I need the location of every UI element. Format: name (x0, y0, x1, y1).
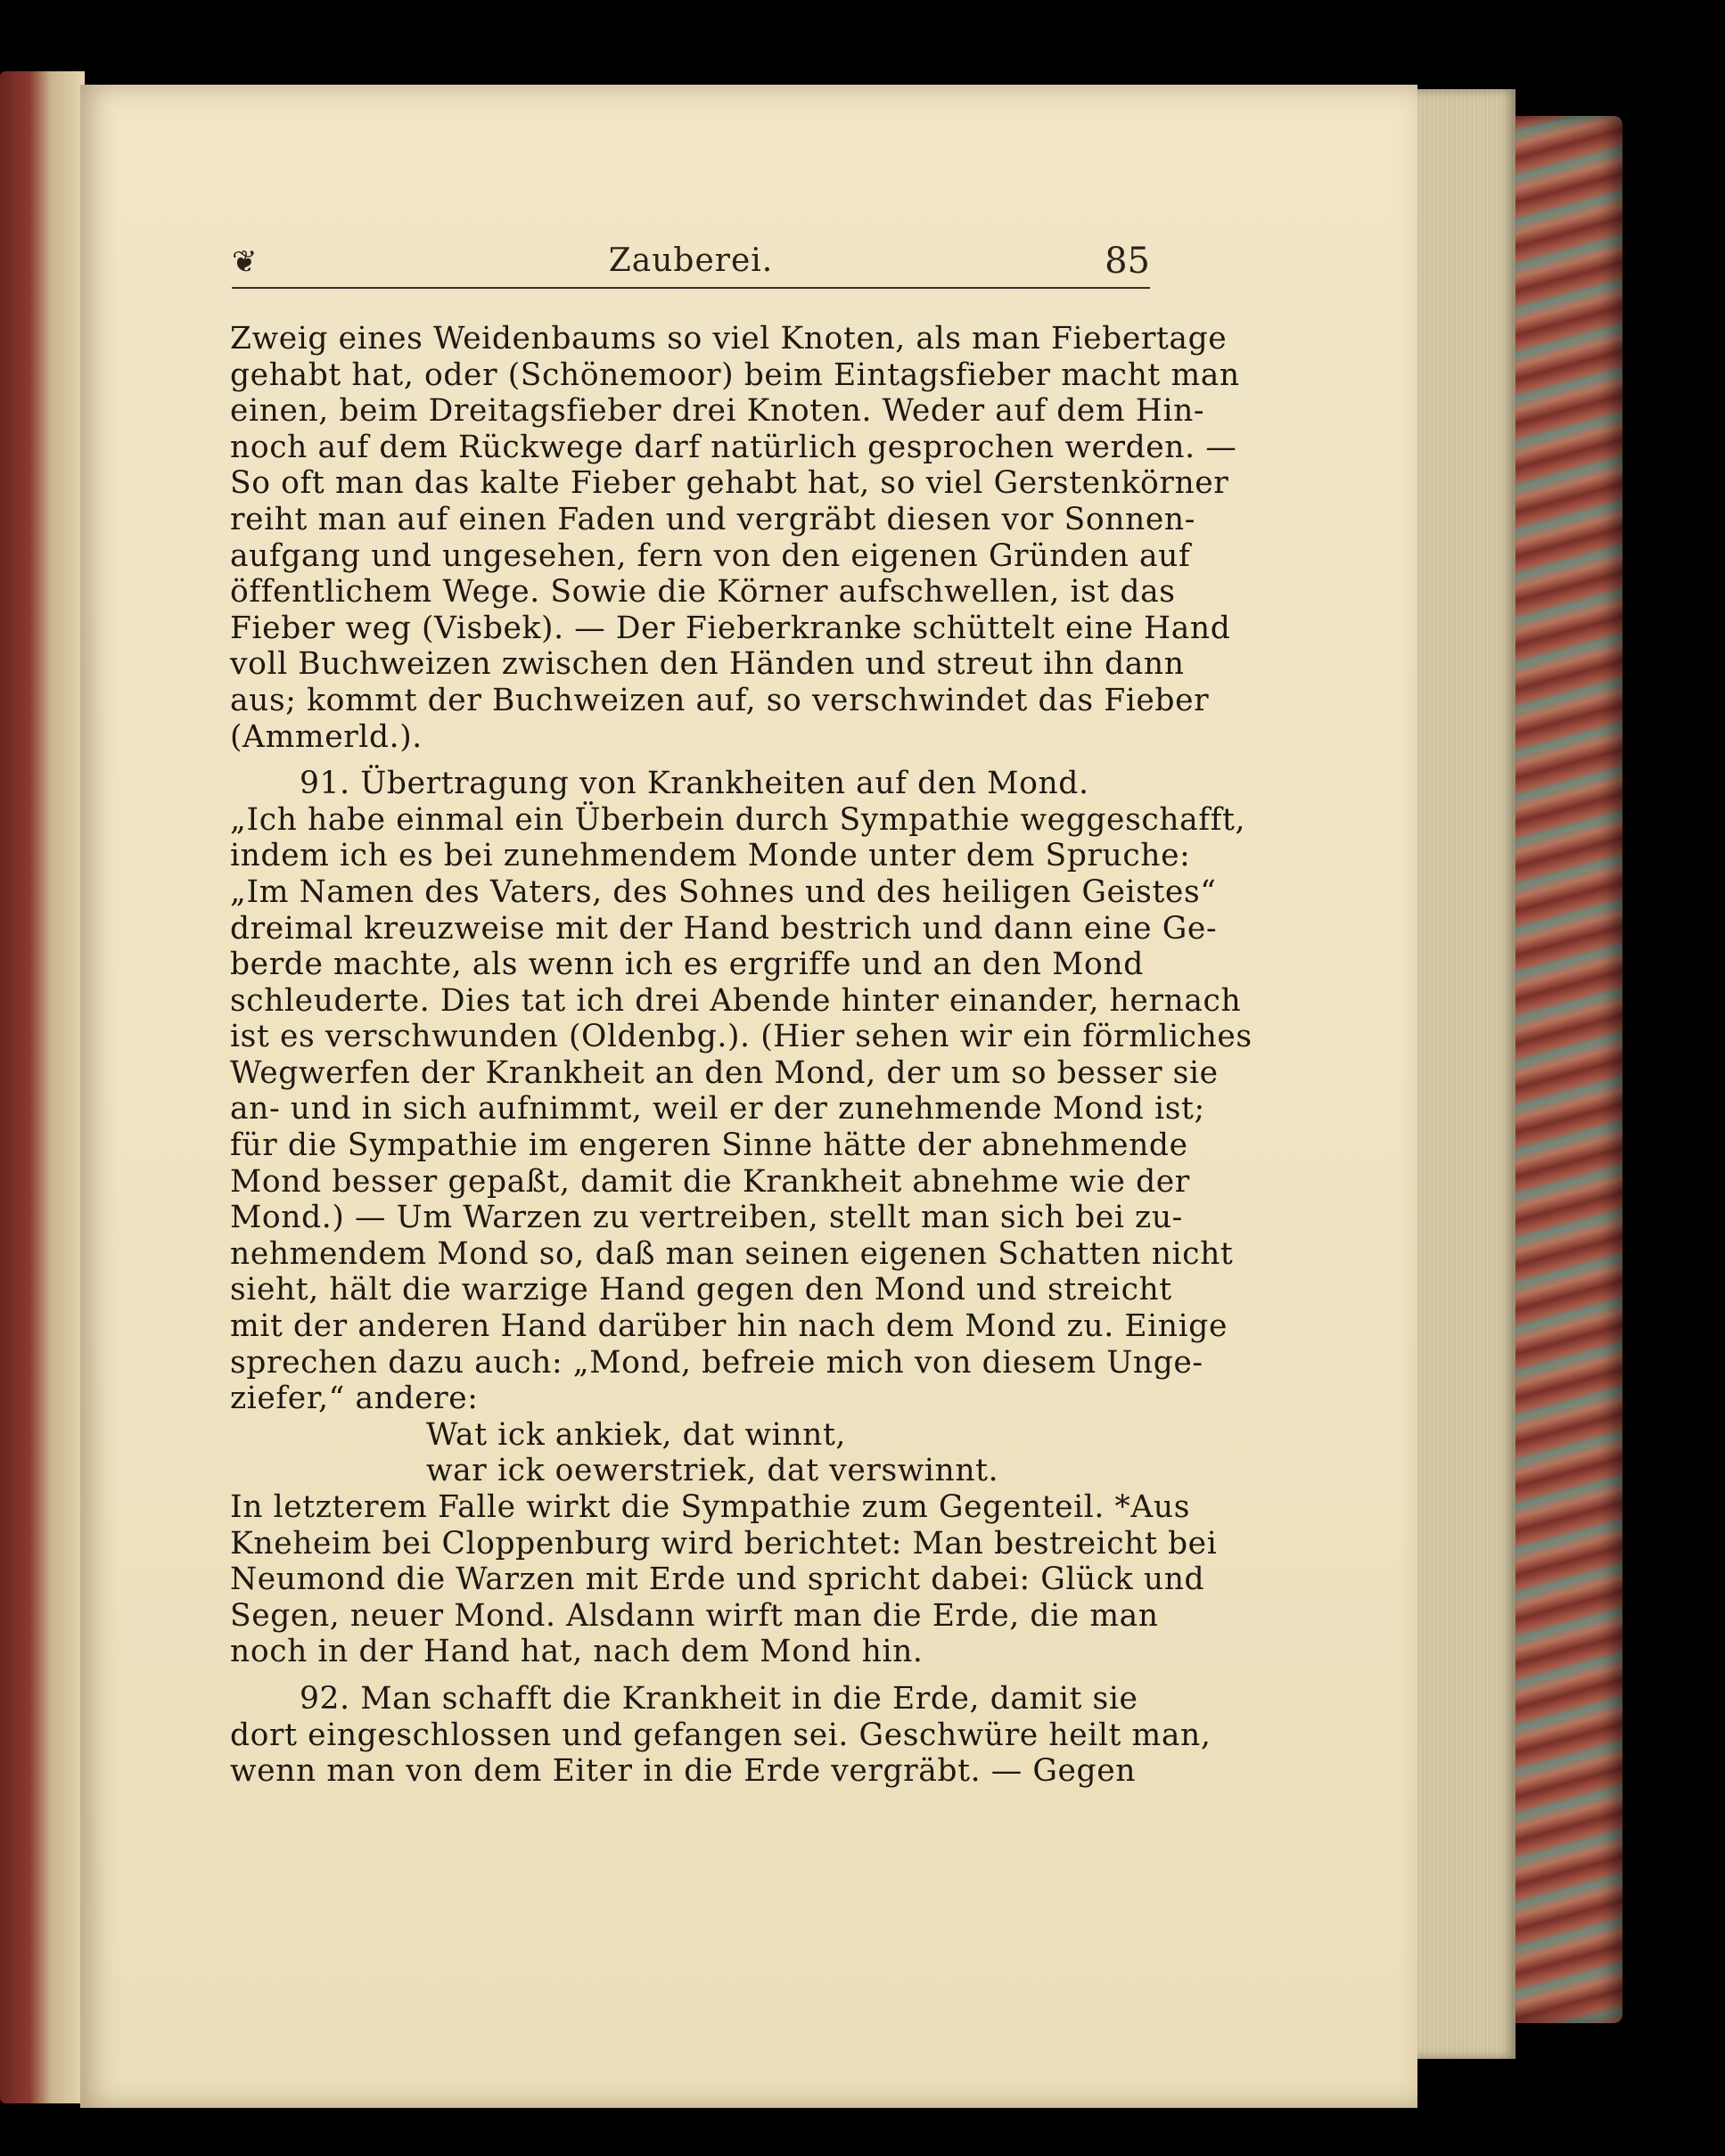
text-line: aus; kommt der Buchweizen auf, so verschwindet das Fieber (230, 682, 1210, 718)
running-title: Zauberei. (608, 242, 774, 279)
text-line: öffentlichem Wege. Sowie die Körner aufschwellen, ist das (230, 574, 1176, 611)
text-line: an- und in sich aufnimmt, weil er der zunehmende Mond ist; (230, 1091, 1205, 1127)
text-line: Mond besser gepaßt, damit die Krankheit abnehme wie der (230, 1163, 1190, 1200)
text-line: dreimal kreuzweise mit der Hand bestrich und dann eine Ge- (230, 910, 1218, 947)
verse-line: war ick oewerstriek, dat verswinnt. (426, 1453, 999, 1489)
text-line: So oft man das kalte Fieber gehabt hat, so viel Gerstenkörner (230, 465, 1229, 502)
page-header (232, 239, 1150, 285)
text-line: gehabt hat, oder (Schönemoor) beim Eintagsfieber macht man (230, 357, 1240, 393)
text-line: In letzterem Falle wirkt die Sympathie zum Gegenteil. *Aus (230, 1489, 1191, 1525)
text-line: „Im Namen des Vaters, des Sohnes und des heiligen Geistes“ (230, 873, 1217, 910)
section-heading-91: 91. Übertragung von Krankheiten auf den Mond. (300, 766, 1089, 802)
text-line: reiht man auf einen Faden und vergräbt diesen vor Sonnen- (230, 501, 1195, 537)
text-line: schleuderte. Dies tat ich drei Abende hinter einander, hernach (230, 982, 1242, 1019)
ornament-icon: ❦ (232, 244, 258, 280)
text-line: sieht, hält die warzige Hand gegen den Mond und streicht (230, 1272, 1172, 1308)
text-line: sprechen dazu auch: „Mond, befreie mich von diesem Unge- (230, 1344, 1203, 1381)
text-line: Fieber weg (Visbek). — Der Fieberkranke schüttelt eine Hand (230, 610, 1231, 646)
verse-line: Wat ick ankiek, dat winnt, (426, 1416, 846, 1453)
text-line: ziefer,“ andere: (230, 1381, 479, 1417)
text-line: Zweig eines Weidenbaums so viel Knoten, als man Fiebertage (230, 321, 1228, 357)
text-line: nehmendem Mond so, daß man seinen eigenen Schatten nicht (230, 1235, 1234, 1272)
text-line: Kneheim bei Cloppenburg wird berichtet: Man bestreicht bei (230, 1525, 1218, 1562)
body-text (230, 321, 1253, 1790)
page-number: 85 (1105, 241, 1150, 282)
text-line: „Ich habe einmal ein Überbein durch Sympathie weggeschafft, (230, 801, 1246, 838)
text-line: berde machte, als wenn ich es ergriffe und an den Mond (230, 947, 1144, 983)
text-line: für die Sympathie im engeren Sinne hätte der abnehmende (230, 1127, 1188, 1164)
text-line: Neumond die Warzen mit Erde und spricht dabei: Glück und (230, 1562, 1205, 1598)
text-line: Segen, neuer Mond. Alsdann wirft man die Erde, die man (230, 1597, 1159, 1634)
text-line: wenn man von dem Eiter in die Erde vergräbt. — Gegen (230, 1753, 1137, 1790)
section-heading-92: 92. Man schafft die Krankheit in die Erde, damit sie (300, 1680, 1138, 1717)
text-line: Mond.) — Um Warzen zu vertreiben, stellt man sich bei zu- (230, 1200, 1183, 1236)
marbled-cover-edge (1507, 116, 1622, 2023)
text-line: aufgang und ungesehen, fern von den eigenen Gründen auf (230, 537, 1191, 574)
text-line: noch in der Hand hat, nach dem Mond hin. (230, 1634, 924, 1670)
text-line: mit der anderen Hand darüber hin nach dem Mond zu. Einige (230, 1308, 1228, 1345)
text-line: Wegwerfen der Krankheit an den Mond, der um so besser sie (230, 1054, 1219, 1091)
text-line: indem ich es bei zunehmendem Monde unter dem Spruche: (230, 838, 1191, 874)
text-line: noch auf dem Rückwege darf natürlich gesprochen werden. — (230, 429, 1237, 465)
text-line: ist es verschwunden (Oldenbg.). (Hier sehen wir ein förmliches (230, 1019, 1253, 1055)
header-rule (232, 287, 1150, 289)
text-line: voll Buchweizen zwischen den Händen und streut ihn dann (230, 646, 1185, 683)
text-line: dort eingeschlossen und gefangen sei. Geschwüre heilt man, (230, 1717, 1212, 1753)
left-page-edge (0, 71, 85, 2103)
text-line: (Ammerld.). (230, 718, 423, 755)
text-line: einen, beim Dreitagsfieber drei Knoten. Weder auf dem Hin- (230, 393, 1205, 430)
